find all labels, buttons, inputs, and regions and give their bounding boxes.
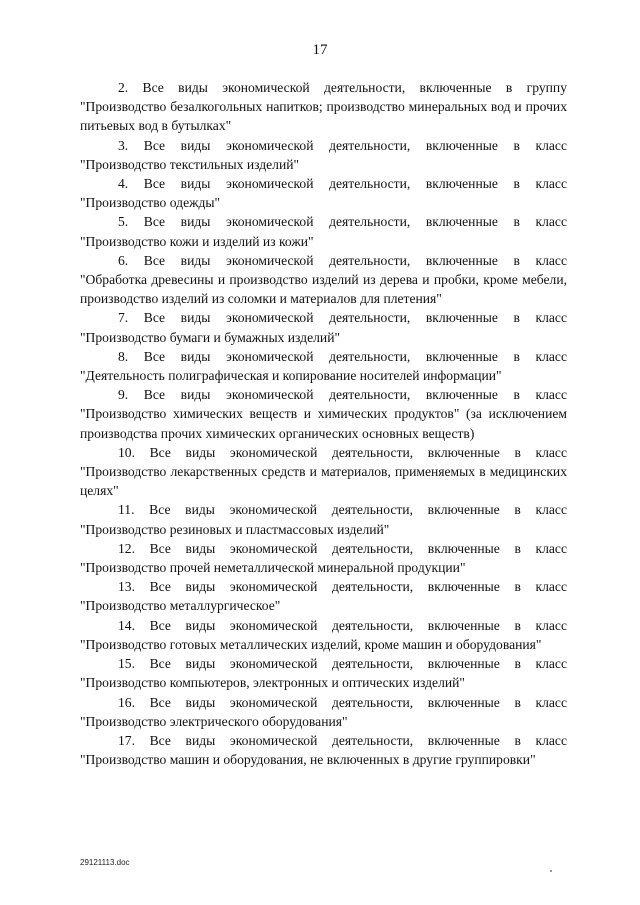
item-text: "Производство машин и оборудования, не включенных в другие группировки" [80,752,536,768]
item-text: "Производство прочей неметаллической минеральной продукции" [80,560,466,576]
item-heading: 4. Все виды экономической деятельности, включенные в класс [118,176,567,192]
item-text: "Производство одежды" [80,195,221,211]
item-heading: 5. Все виды экономической деятельности, включенные в класс [118,214,567,230]
item-text: "Производство бумаги и бумажных изделий" [80,329,341,345]
item-text: "Производство резиновых и пластмассовых изделий" [80,521,390,537]
item-heading: 13. Все виды экономической деятельности, включенные в класс [118,579,567,595]
item-heading: 16. Все виды экономической деятельности, включенные в класс [118,694,567,710]
item-heading: 14. Все виды экономической деятельности, включенные в класс [118,617,567,633]
item-text: "Производство готовых металлических изделий, кроме машин и оборудования" [80,636,542,652]
item-heading: 15. Все виды экономической деятельности, включенные в класс [118,656,567,672]
item-heading: 12. Все виды экономической деятельности, включенные в класс [118,540,567,556]
list-item [80,443,567,501]
item-heading: 11. Все виды экономической деятельности, включенные в класс [118,502,567,518]
item-text: "Деятельность полиграфическая и копирование носителей информации" [80,368,502,384]
list-item [80,500,567,538]
item-text: "Производство металлургическое" [80,598,281,614]
list-item [80,693,567,731]
list-item [80,78,567,136]
item-heading: 2. Все виды экономической деятельности, включенные в группу [118,80,567,95]
list-item [80,174,567,212]
item-heading: 7. Все виды экономической деятельности, включенные в класс [118,310,567,326]
item-heading: 6. Все виды экономической деятельности, включенные в класс [118,252,567,268]
item-text: "Производство текстильных изделий" [80,156,300,172]
page-number: 17 [312,42,328,58]
item-text: "Производство лекарственных средств и материалов, применяемых в медицинских целях" [80,464,567,499]
item-text: "Производство безалкогольных напитков; производство минеральных вод и прочих питьевых вод в бутылках" [80,99,567,134]
item-text: "Производство химических веществ и химических продуктов" (за исключением производства прочих химических органических основных веществ) [80,406,567,441]
list-item [80,539,567,577]
item-text: "Производство компьютеров, электронных и оптических изделий" [80,675,465,691]
list-item [80,385,567,443]
item-text: "Производство кожи и изделий из кожи" [80,233,314,249]
list-item [80,731,567,769]
item-text: "Производство электрического оборудования" [80,713,348,729]
item-heading: 9. Все виды экономической деятельности, включенные в класс [118,387,567,403]
item-heading: 3. Все виды экономической деятельности, включенные в класс [118,137,567,153]
list-item [80,616,567,654]
list-item [80,347,567,385]
list-item [80,212,567,250]
item-heading: 17. Все виды экономической деятельности, включенные в класс [118,732,567,748]
footer-file-code: 29121113.doc [80,858,130,867]
list-item [80,308,567,346]
list-item [80,577,567,615]
list-item [80,654,567,692]
item-text: "Обработка древесины и производство изделий из дерева и пробки, кроме мебели, производство изделий из соломки и материалов для плетения" [80,272,567,307]
activity-list [80,78,567,769]
item-heading: 10. Все виды экономической деятельности, включенные в класс [118,444,567,460]
scan-dot [550,870,552,872]
list-item [80,136,567,174]
item-heading: 8. Все виды экономической деятельности, включенные в класс [118,348,567,364]
list-item [80,251,567,309]
